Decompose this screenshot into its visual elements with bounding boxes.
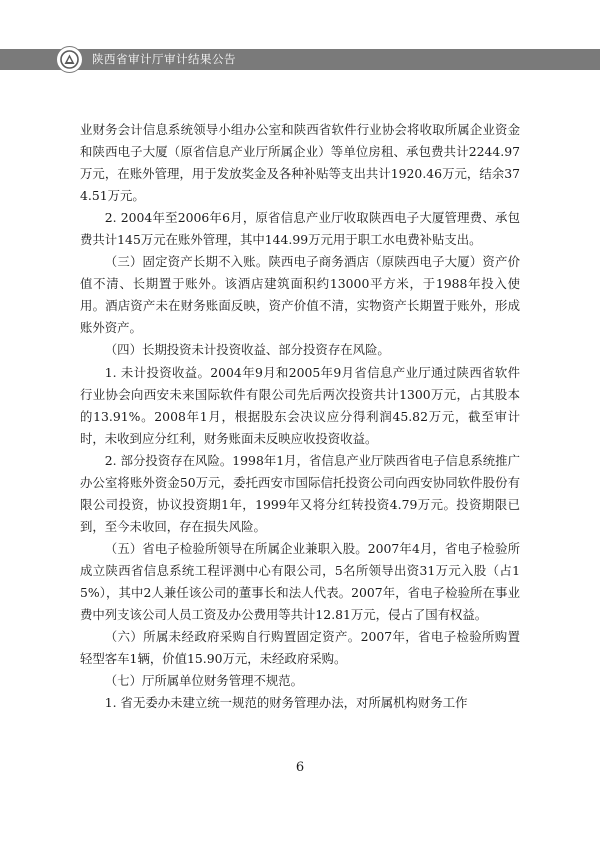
header-bar (0, 49, 600, 70)
paragraph-investment-income: 1. 未计投资收益。2004年9月和2005年9月省信息产业厅通过陕西省软件行业协会向西安未来国际软件有限公司先后两次投资共计1300万元，占其股本的13.91%。2008年1月，根据股东会决议应分得利润45.82万元，截至审计时，未收到应分红利，财务账面未反映应收投资收益。 (80, 364, 520, 446)
audit-logo-icon (56, 46, 83, 73)
paragraph-finance-management: 1. 省无委办未建立统一规范的财务管理办法，对所属机构财务工作 (104, 695, 468, 711)
section-heading-7: （七）厅所属单位财务管理不规范。 (104, 673, 304, 689)
section-heading-6: （六）所属未经政府采购自行购置固定资产。2007年，省电子检验所购置轻型客车1辆，价值15.90万元，未经政府采购。 (80, 629, 520, 667)
paragraph-continuation: 业财务会计信息系统领导小组办公室和陕西省软件行业协会将收取所属企业资金和陕西电子大厦（原省信息产业厅所属企业）等单位房租、承包费共计2244.97万元，在账外管理，用于发放奖金及各种补贴等支出共计1920.46万元，结余374.51万元。 (80, 122, 520, 204)
section-heading-4: （四）长期投资未计投资收益、部分投资存在风险。 (104, 342, 390, 358)
page-number: 6 (295, 760, 305, 775)
header-title: 陕西省审计厅审计结果公告 (92, 52, 236, 66)
document-body (80, 119, 520, 714)
section-heading-5: （五）省电子检验所领导在所属企业兼职入股。2007年4月，省电子检验所成立陕西省信息系统工程评测中心有限公司，5名所领导出资31万元入股（占15%），其中2人兼任该公司的董事长和法人代表。2007年，省电子检验所在事业费中列支该公司人员工资及办公费用等共计12.81万元，侵占了国有权益。 (80, 540, 520, 623)
paragraph-item-2: 2. 2004年至2006年6月，原省信息产业厅收取陕西电子大厦管理费、承包费共计145万元在账外管理，其中144.99万元用于职工水电费补贴支出。 (80, 210, 520, 248)
paragraph-investment-risk: 2. 部分投资存在风险。1998年1月，省信息产业厅陕西省电子信息系统推广办公室将账外资金50万元，委托西安市国际信托投资公司向西安协同软件股份有限公司投资，协议投资期1年，1999年又将分红转投资4.79万元。投资期限已到，至今未收回，存在损失风险。 (80, 452, 520, 534)
section-heading-3: （三）固定资产长期不入账。陕西电子商务酒店（原陕西电子大厦）资产价值不清、长期置于账外。该酒店建筑面积约13000平方米，于1988年投入使用。酒店资产未在财务账面反映，资产价值不清，实物资产长期置于账外，形成账外资产。 (80, 254, 520, 336)
